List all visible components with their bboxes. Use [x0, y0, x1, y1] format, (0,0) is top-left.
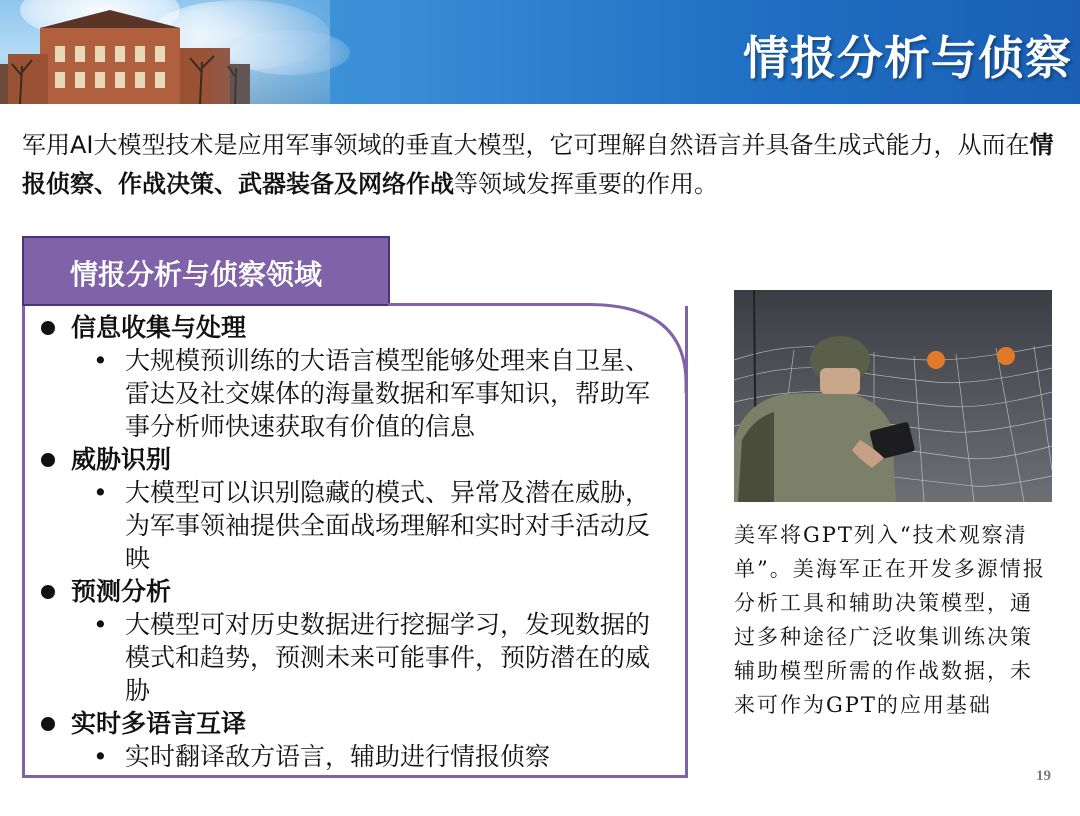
list-item: • 大模型可以识别隐藏的模式、异常及潜在威胁，为军事领袖提供全面战场理解和实时对手活动反映	[93, 478, 651, 573]
list-item: • 大模型可对历史数据进行挖掘学习，发现数据的模式和趋势，预测未来可能事件，预防潜在的威胁	[93, 610, 651, 705]
intro-text-part2: 等领域发挥重要的作用。	[454, 170, 718, 198]
list-heading: 预测分析	[41, 575, 661, 608]
bullet-list	[41, 311, 661, 773]
bullet-dot-icon	[41, 585, 55, 599]
intro-text-bold: 情报侦察、作战决策、武器装备及网络作战	[22, 131, 1054, 198]
list-heading: 信息收集与处理	[41, 311, 661, 344]
section-tab-label: 情报分析与侦察领域	[70, 258, 323, 291]
list-heading: 实时多语言互译	[41, 707, 661, 740]
section-tab	[22, 236, 390, 306]
list-item: • 实时翻译敌方语言，辅助进行情报侦察	[93, 742, 551, 771]
bullet-dot-icon	[41, 453, 55, 467]
soldier-photo	[734, 290, 1052, 502]
photo-caption: 美军将GPT列入“技术观察清单”。美海军正在开发多源情报分析工具和辅助决策模型，通过多种途径广泛收集训练决策辅助模型所需的作战数据，未来可作为GPT的应用基础	[734, 523, 1046, 717]
bullet-icon: •	[93, 610, 108, 639]
bullet-icon: •	[93, 346, 108, 375]
page-title: 情报分析与侦察	[743, 31, 1072, 85]
bullet-icon: •	[93, 742, 108, 771]
intro-text-part1: 军用AI大模型技术是应用军事领域的垂直大模型，它可理解自然语言并具备生成式能力，从而在	[22, 131, 1030, 159]
intro-paragraph	[22, 126, 1062, 204]
content-box	[22, 306, 688, 778]
bullet-dot-icon	[41, 321, 55, 335]
page-number: 19	[1036, 768, 1051, 784]
list-item: • 大规模预训练的大语言模型能够处理来自卫星、雷达及社交媒体的海量数据和军事知识，帮助军事分析师快速获取有价值的信息	[93, 346, 651, 441]
bullet-dot-icon	[41, 717, 55, 731]
header-banner	[0, 0, 1080, 104]
bullet-icon: •	[93, 478, 108, 507]
list-heading: 威胁识别	[41, 443, 661, 476]
